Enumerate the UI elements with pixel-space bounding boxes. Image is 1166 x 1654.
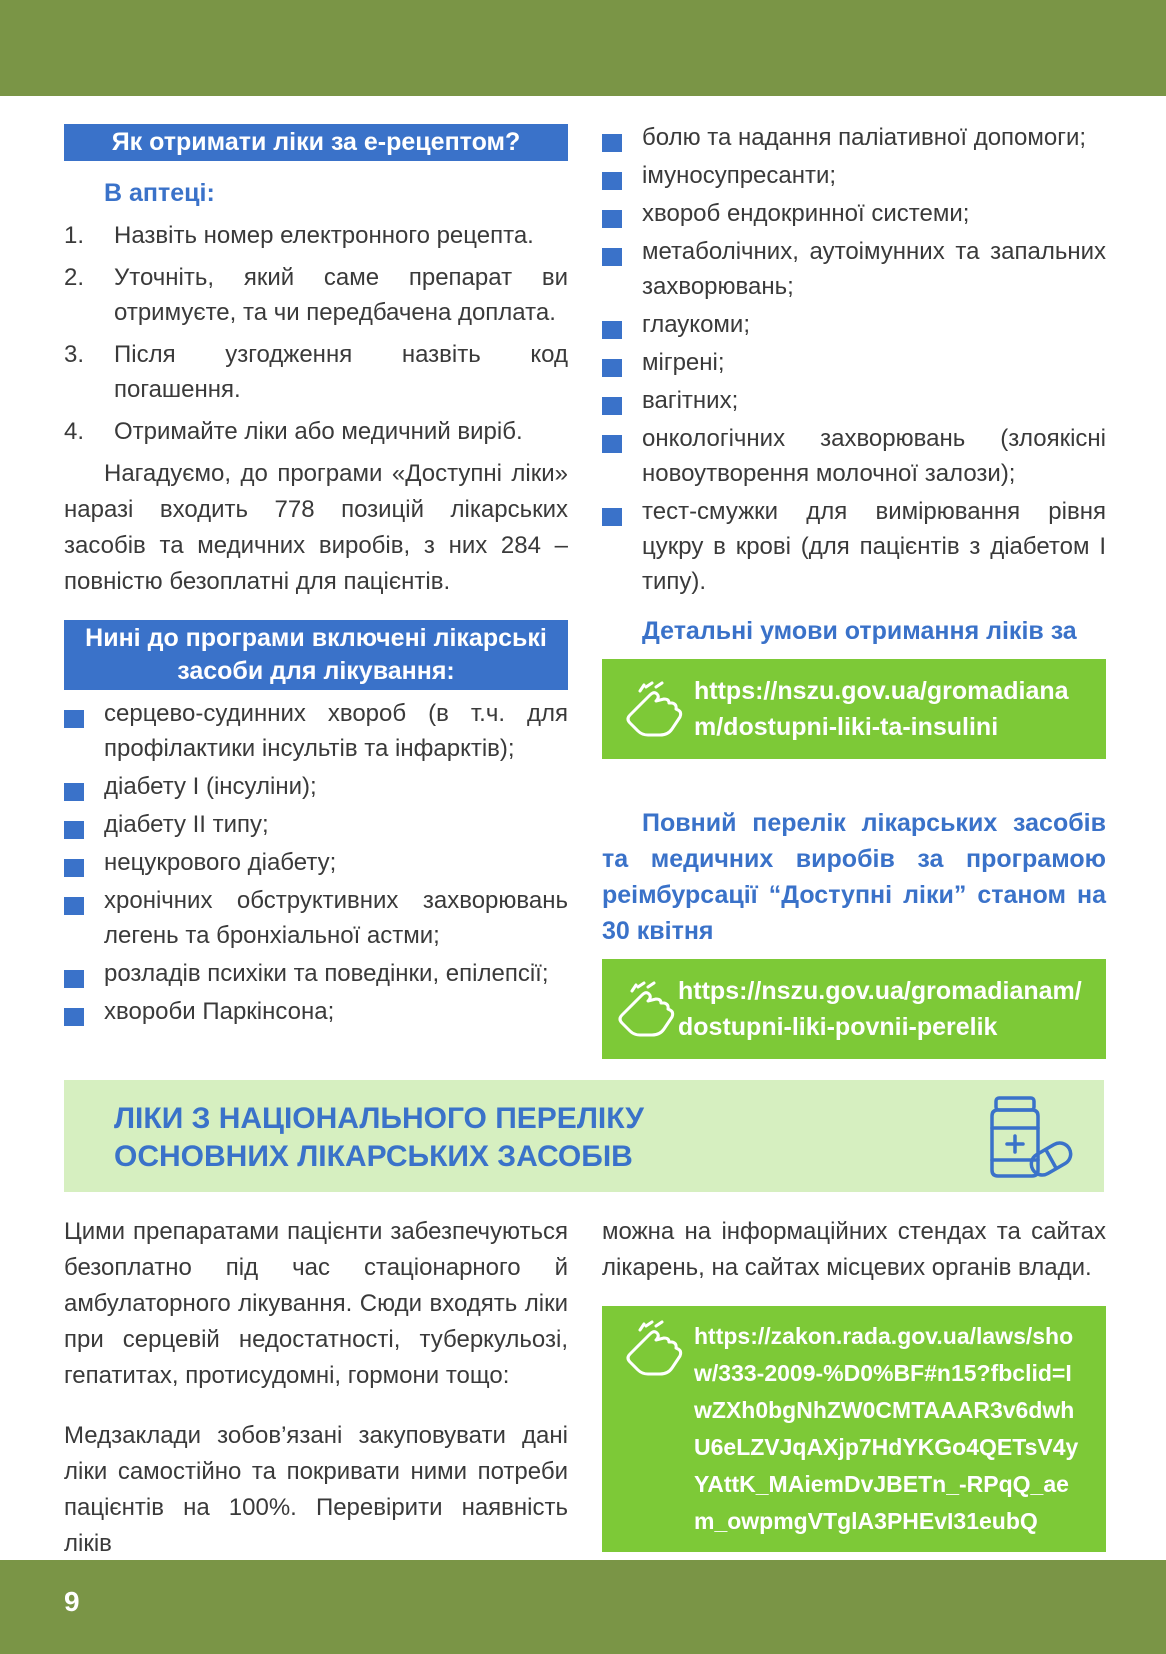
banner-title: ЛІКИ З НАЦІОНАЛЬНОГО ПЕРЕЛІКУ ОСНОВНИХ ЛІКАРСЬКИХ ЗАСОБІВ: [114, 1102, 644, 1173]
list-item: [602, 494, 1106, 599]
step-text: Назвіть номер електронного рецепта.: [114, 222, 534, 249]
condition-text: розладів психіки та поведінки, епілепсії;: [104, 960, 549, 987]
bottom-left-text: [64, 1214, 568, 1562]
bullet-square-icon: [64, 1008, 84, 1026]
pointing-hand-icon: [612, 981, 676, 1043]
bullet-square-icon: [64, 859, 84, 877]
list-item: [64, 769, 568, 804]
link-box-2[interactable]: [602, 959, 1106, 1059]
condition-text: хвороби Паркінсона;: [104, 998, 335, 1025]
conditions-list-left: [64, 696, 568, 1029]
condition-text: вагітних;: [642, 387, 739, 414]
condition-text: нецукрового діабету;: [104, 849, 337, 876]
step-text: Отримайте ліки або медичний виріб.: [114, 418, 523, 445]
link-3[interactable]: https://zakon.rada.gov.ua/laws/show/333-2009-%D0%BF#n15?fbclid=IwZXh0bgNhZW0CMTAAAR3v6dwhU6eLZVJqAXjp7HdYKGo4QETsV4yYAttK_MAiemDvJBETn_-RPqQ_aem_owpmgVTglA3PHEvI31eubQ: [694, 1323, 1079, 1534]
bullet-square-icon: [64, 783, 84, 801]
step-text: Уточніть, який саме препарат ви отримуєте, та чи передбачена доплата.: [114, 264, 568, 326]
left-column: [64, 124, 568, 1032]
link-box-3[interactable]: [602, 1306, 1106, 1552]
prescription-heading: Як отримати ліки за е-рецептом?: [64, 124, 568, 161]
list-item: [602, 307, 1106, 342]
condition-text: метаболічних, аутоімунних та запальних захворювань;: [642, 238, 1106, 300]
list-item: [64, 956, 568, 991]
bullet-square-icon: [64, 970, 84, 988]
list-item: [64, 414, 568, 449]
full-list-text: Повний перелік лікарських засобів та медичних виробів за програмою реімбурсації “Доступні ліки” станом на 30 квітня: [602, 809, 1106, 945]
link-1[interactable]: https://nszu.gov.ua/gromadianam/dostupni-liki-ta-insulini: [694, 677, 1069, 741]
bullet-square-icon: [602, 397, 622, 415]
condition-text: тест-смужки для вимірювання рівня цукру в крові (для пацієнтів з діабетом І типу).: [642, 498, 1106, 595]
bullet-square-icon: [64, 897, 84, 915]
condition-text: імуносупресанти;: [642, 162, 837, 189]
list-item: [602, 196, 1106, 231]
list-item: [64, 845, 568, 880]
list-item: [64, 807, 568, 842]
bullet-square-icon: [602, 248, 622, 266]
step-number: 3.: [64, 341, 85, 368]
list-item: [64, 218, 568, 253]
details-text: Детальні умови отримання ліків за: [642, 617, 1077, 645]
list-item: [602, 421, 1106, 491]
condition-text: хвороб ендокринної системи;: [642, 200, 970, 227]
condition-text: онкологічних захворювань (злоякісні новоутворення молочної залози);: [642, 425, 1106, 487]
link-2[interactable]: https://nszu.gov.ua/gromadianam/dostupni-liki-povnii-perelik: [678, 977, 1082, 1041]
bullet-square-icon: [602, 359, 622, 377]
condition-text: діабету І (інсуліни);: [104, 773, 317, 800]
condition-text: мігрені;: [642, 349, 725, 376]
essential-medicines-paragraph: Цими препаратами пацієнти забезпечуються безоплатно під час стаціонарного й амбулаторного лікування. Сюди входять ліки при серцевій недостатності, туберкульозі, гепатитах, протисудомні, гормони тощо:: [64, 1218, 568, 1389]
step-text: Після узгодження назвіть код погашення.: [114, 341, 568, 403]
bullet-square-icon: [64, 821, 84, 839]
obligation-paragraph: Медзаклади зобов’язані закуповувати дані ліки самостійно та покривати ними потреби пацієнтів на 100%. Перевірити наявність ліків: [64, 1422, 568, 1557]
list-item: [64, 337, 568, 407]
link-box-1[interactable]: [602, 659, 1106, 759]
list-item: [602, 383, 1106, 418]
bullet-square-icon: [602, 210, 622, 228]
condition-text: хронічних обструктивних захворювань легень та бронхіальної астми;: [104, 887, 568, 949]
bottom-right-text: [602, 1214, 1106, 1552]
bullet-square-icon: [602, 435, 622, 453]
pointing-hand-icon: [620, 1320, 684, 1382]
bullet-square-icon: [602, 508, 622, 526]
top-band: [0, 0, 1166, 96]
right-column: [602, 124, 1106, 1059]
section-banner: [64, 1080, 1104, 1192]
pharmacy-subheading: В аптеці:: [104, 179, 215, 207]
bullet-square-icon: [64, 710, 84, 728]
list-item: [602, 234, 1106, 304]
list-item: [64, 883, 568, 953]
list-item: [64, 994, 568, 1029]
condition-text: серцево-судинних хвороб (в т.ч. для профілактики інсультів та інфарктів);: [104, 700, 568, 762]
list-item: [64, 260, 568, 330]
bullet-square-icon: [602, 134, 622, 152]
list-item: [602, 345, 1106, 380]
step-number: 2.: [64, 264, 85, 291]
program-heading: Нині до програми включені лікарські засоби для лікування:: [64, 620, 568, 690]
step-number: 1.: [64, 222, 85, 249]
reminder-paragraph: Нагадуємо, до програми «Доступні ліки» наразі входить 778 позицій лікарських засобів та медичних виробів, з них 284 – повністю безоплатні для пацієнтів.: [64, 460, 568, 595]
page-number: 9: [64, 1586, 80, 1617]
pointing-hand-icon: [620, 681, 684, 743]
bottom-band: [0, 1560, 1166, 1654]
conditions-list-right: [602, 120, 1106, 599]
steps-list: [64, 218, 568, 449]
list-item: [64, 696, 568, 766]
bullet-square-icon: [602, 321, 622, 339]
list-item: [602, 120, 1106, 155]
condition-text: болю та надання паліативної допомоги;: [642, 124, 1087, 151]
condition-text: глаукоми;: [642, 311, 750, 338]
condition-text: діабету ІІ типу;: [104, 811, 269, 838]
bullet-square-icon: [602, 172, 622, 190]
medicine-bottle-icon: [984, 1094, 1074, 1180]
step-number: 4.: [64, 418, 85, 445]
list-item: [602, 158, 1106, 193]
check-availability-paragraph: можна на інформаційних стендах та сайтах лікарень, на сайтах місцевих органів влади.: [602, 1218, 1106, 1281]
